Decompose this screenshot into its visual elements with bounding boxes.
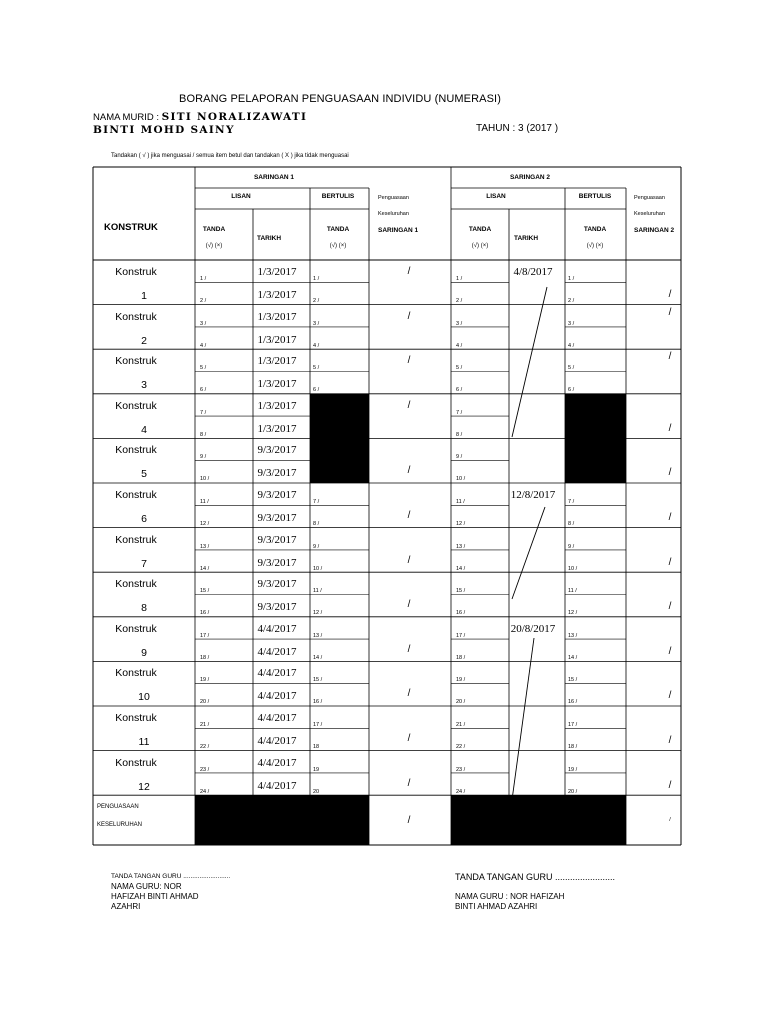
item-mark: 3 / (456, 320, 463, 327)
lisan-header-s2: LISAN (486, 193, 506, 200)
konstruk-label: Konstruk (115, 578, 157, 591)
bertulis-mark: 10 / (568, 565, 578, 572)
tanda-header: TANDA (202, 226, 226, 233)
s1-overall-mark: / (407, 399, 411, 411)
teacher-name-right-2: BINTI AHMAD AZAHRI (455, 902, 538, 911)
bertulis-mark: 13 / (568, 632, 578, 639)
item-mark: 22 / (200, 744, 210, 750)
bertulis-mark: 1 / (313, 276, 320, 282)
keseluruhan-header-s2: Keseluruhan (634, 211, 665, 217)
item-mark: 16 / (456, 610, 466, 617)
student-name-label: NAMA MURID : (93, 112, 159, 123)
teacher-name-left-3: AZAHRI (111, 902, 141, 911)
s1-overall-mark: / (407, 777, 411, 789)
s1-date: 9/3/2017 (257, 512, 297, 524)
bertulis-mark: 4 / (313, 342, 320, 349)
s2-date: 4/8/2017 (513, 266, 553, 278)
s1-date: 4/4/2017 (257, 622, 297, 635)
s2-date: 20/8/2017 (510, 622, 556, 635)
s1-date: 1/3/2017 (257, 422, 297, 435)
bertulis-mark: 9 / (568, 543, 575, 550)
bertulis-mark: 18 (313, 744, 320, 750)
s2-overall-mark: / (668, 306, 672, 318)
tarikh-header: TARIKH (256, 235, 282, 242)
item-mark: 17 / (200, 632, 210, 639)
item-mark: 9 / (200, 454, 207, 461)
s1-date: 4/4/2017 (257, 779, 297, 792)
bertulis-mark: 15 / (313, 677, 323, 684)
teacher-name-right: NAMA GURU : NOR HAFIZAH (455, 892, 565, 901)
bertulis-mark: 2 / (313, 298, 320, 304)
konstruk-label: Konstruk (115, 667, 157, 680)
item-mark: 19 / (200, 677, 210, 684)
s1-date: 1/3/2017 (257, 266, 297, 278)
konstruk-number: 5 (141, 468, 147, 481)
bertulis-mark: 9 / (313, 543, 320, 550)
item-mark: 15 / (200, 588, 210, 595)
item-mark: 1 / (200, 276, 207, 282)
s2-date: 12/8/2017 (510, 489, 556, 501)
item-mark: 4 / (200, 342, 207, 349)
s1-date: 4/4/2017 (257, 667, 297, 680)
bertulis-header-s1: BERTULIS (321, 193, 355, 200)
signature-right (455, 872, 615, 912)
item-mark: 16 / (200, 610, 210, 617)
konstruk-label: Konstruk (115, 622, 157, 635)
bertulis-mark: 5 / (313, 365, 320, 372)
konstruk-number: 11 (138, 736, 150, 748)
konstruk-header: KONSTRUK (104, 222, 158, 233)
s1-date: 1/3/2017 (257, 378, 297, 391)
tanda-marks: (√) (×) (586, 243, 604, 249)
form-title: BORANG PELAPORAN PENGUASAAN INDIVIDU (NUMERASI) (179, 93, 501, 105)
s1-date: 4/4/2017 (257, 645, 297, 658)
footer-penguasaan: PENGUASAAN (97, 804, 139, 811)
s1-date: 9/3/2017 (257, 601, 297, 614)
bertulis-mark: 17 / (568, 722, 578, 728)
student-name-line2: BINTI MOHD SAINY (93, 124, 235, 136)
footer-s2-overall: / (669, 817, 671, 824)
year-label: TAHUN : 3 (2017 ) (476, 123, 559, 134)
tarikh-strike (512, 287, 547, 437)
signature-left (111, 872, 230, 912)
s2-overall-mark: / (668, 467, 672, 479)
s1-overall-mark: / (407, 310, 411, 322)
s1-date: 1/3/2017 (257, 399, 297, 412)
lisan-header-s1: LISAN (231, 193, 251, 200)
s1-overall-mark: / (407, 465, 411, 477)
konstruk-label: Konstruk (115, 355, 157, 368)
item-mark: 5 / (200, 365, 207, 372)
konstruk-label: Konstruk (115, 444, 157, 457)
bertulis-mark: 8 / (568, 521, 575, 527)
s1-date: 9/3/2017 (257, 578, 297, 591)
s1-date: 1/3/2017 (257, 289, 297, 301)
s2-overall-mark: / (668, 556, 672, 568)
bertulis-mark: 3 / (313, 320, 320, 327)
bertulis-mark: 1 / (568, 276, 575, 282)
bertulis-mark: 20 / (568, 788, 578, 795)
item-mark: 2 / (200, 298, 207, 304)
item-mark: 4 / (456, 342, 463, 349)
s1-overall-mark: / (407, 266, 411, 277)
tarikh-header: TARIKH (513, 235, 539, 242)
konstruk-number: 7 (141, 557, 147, 570)
item-mark: 10 / (200, 476, 210, 483)
footer-keseluruhan: KESELURUHAN (97, 822, 143, 829)
s1-date: 4/4/2017 (257, 756, 297, 769)
bertulis-mark: 12 / (568, 610, 578, 617)
konstruk-number: 1 (141, 290, 147, 302)
s1-overall-mark: / (407, 599, 411, 611)
bertulis-mark: 13 / (313, 632, 323, 639)
item-mark: 11 / (456, 499, 465, 505)
s2-overall-mark: / (668, 512, 672, 523)
s2-overall-mark: / (668, 289, 672, 300)
konstruk-label: Konstruk (115, 712, 157, 724)
item-mark: 7 / (200, 409, 207, 416)
item-mark: 24 / (456, 788, 466, 795)
bertulis-mark: 16 / (313, 699, 323, 706)
konstruk-number: 12 (138, 780, 150, 793)
blocked-footer-s1 (195, 795, 369, 845)
item-mark: 14 / (456, 565, 466, 572)
footer-s1-overall: / (407, 815, 411, 827)
item-mark: 24 / (200, 788, 210, 795)
konstruk-number: 3 (141, 379, 147, 392)
konstruk-label: Konstruk (115, 489, 157, 501)
bertulis-mark: 11 / (568, 588, 577, 595)
item-mark: 6 / (456, 387, 463, 394)
item-mark: 13 / (456, 543, 466, 550)
item-mark: 14 / (200, 565, 210, 572)
tanda-marks: (√) (×) (329, 243, 347, 249)
konstruk-label: Konstruk (115, 756, 157, 769)
item-mark: 21 / (456, 722, 466, 728)
instruction-text: Tandakan ( √ ) jika menguasai / semua item betul dan tandakan ( X ) jika tidak menguasai (111, 153, 349, 159)
item-mark: 19 / (456, 677, 466, 684)
s1-date: 4/4/2017 (257, 735, 297, 747)
tarikh-strike (512, 507, 545, 599)
item-mark: 18 / (456, 654, 466, 661)
teacher-name-left: NAMA GURU: NOR (111, 882, 182, 891)
bertulis-mark: 14 / (568, 654, 578, 661)
penguasaan-header-s2: Penguasaan (634, 195, 665, 201)
s1-overall-mark: / (407, 733, 411, 744)
bertulis-mark: 11 / (313, 588, 322, 595)
konstruk-label: Konstruk (115, 266, 157, 278)
bertulis-mark: 19 (313, 766, 320, 773)
s1-date: 9/3/2017 (257, 556, 297, 569)
saringan1-header: SARINGAN 1 (253, 174, 295, 181)
konstruk-number: 2 (141, 334, 147, 347)
student-name-value: SITI NORALIZAWATI (161, 111, 308, 123)
bertulis-mark: 3 / (568, 320, 575, 327)
konstruk-label: Konstruk (115, 310, 157, 323)
s2-overall-mark: / (668, 735, 672, 746)
item-mark: 17 / (456, 632, 466, 639)
bertulis-mark: 17 / (313, 722, 323, 728)
teacher-name-left-2: HAFIZAH BINTI AHMAD (111, 892, 199, 901)
tarikh-strike (512, 638, 534, 800)
item-mark: 1 / (456, 276, 463, 282)
s1-date: 1/3/2017 (257, 310, 297, 323)
s1-date: 9/3/2017 (257, 444, 297, 457)
bertulis-mark: 6 / (568, 387, 575, 394)
bertulis-mark: 4 / (568, 342, 575, 349)
item-mark: 3 / (200, 320, 207, 327)
bertulis-header-s2: BERTULIS (578, 193, 612, 200)
item-mark: 12 / (456, 521, 466, 527)
s1-overall-mark: / (407, 355, 411, 367)
s2-overall-mark: / (668, 779, 672, 791)
s1-date: 9/3/2017 (257, 489, 297, 501)
s2-overall-mark: / (668, 422, 672, 434)
item-mark: 8 / (456, 431, 463, 438)
bertulis-mark: 7 / (313, 499, 320, 505)
item-mark: 20 / (200, 699, 210, 706)
item-mark: 11 / (200, 499, 209, 505)
s1-date: 9/3/2017 (257, 533, 297, 546)
s1-date: 4/4/2017 (257, 690, 297, 703)
s2-overall-mark: / (668, 690, 672, 702)
item-mark: 2 / (456, 298, 463, 304)
s1-overall-mark: / (407, 643, 411, 655)
item-mark: 23 / (200, 766, 210, 773)
item-mark: 23 / (456, 766, 466, 773)
item-mark: 22 / (456, 744, 466, 750)
bertulis-mark: 15 / (568, 677, 578, 684)
saringan1-small: SARINGAN 1 (378, 227, 419, 234)
s1-date: 1/3/2017 (257, 355, 297, 368)
tanda-marks: (√) (×) (471, 243, 489, 249)
s1-overall-mark: / (407, 554, 411, 566)
item-mark: 13 / (200, 543, 210, 550)
konstruk-number: 4 (141, 423, 147, 436)
item-mark: 10 / (456, 476, 466, 483)
tanda-marks: (√) (×) (205, 243, 223, 249)
bertulis-mark: 14 / (313, 654, 323, 661)
blocked-footer-s2 (451, 795, 626, 845)
saringan2-small: SARINGAN 2 (634, 227, 675, 234)
s2-overall-mark: / (668, 601, 672, 613)
item-mark: 9 / (456, 454, 463, 461)
keseluruhan-header-s1: Keseluruhan (378, 211, 409, 217)
tanda-header: TANDA (583, 226, 607, 233)
s1-overall-mark: / (407, 688, 411, 700)
bertulis-mark: 7 / (568, 499, 575, 505)
bertulis-mark: 2 / (568, 298, 575, 304)
bertulis-mark: 8 / (313, 521, 320, 527)
konstruk-label: Konstruk (115, 533, 157, 546)
item-mark: 18 / (200, 654, 210, 661)
bertulis-mark: 12 / (313, 610, 323, 617)
bertulis-mark: 10 / (313, 565, 323, 572)
bertulis-mark: 19 / (568, 766, 578, 773)
bertulis-mark: 18 / (568, 744, 578, 750)
bertulis-mark: 20 (313, 788, 320, 795)
item-mark: 15 / (456, 588, 466, 595)
item-mark: 12 / (200, 521, 210, 527)
s1-date: 4/4/2017 (257, 712, 297, 724)
item-mark: 5 / (456, 365, 463, 372)
tanda-header: TANDA (468, 226, 492, 233)
signature-right-line: TANDA TANGAN GURU ........................ (455, 872, 616, 882)
item-mark: 7 / (456, 409, 463, 416)
item-mark: 6 / (200, 387, 207, 394)
item-mark: 21 / (200, 722, 210, 728)
saringan2-header: SARINGAN 2 (509, 174, 551, 181)
s1-date: 1/3/2017 (257, 333, 297, 346)
konstruk-number: 6 (141, 513, 147, 525)
bertulis-mark: 6 / (313, 387, 320, 394)
konstruk-number: 8 (141, 602, 147, 615)
bertulis-mark: 16 / (568, 699, 578, 706)
item-mark: 20 / (456, 699, 466, 706)
konstruk-number: 9 (141, 646, 147, 659)
s2-overall-mark: / (668, 351, 672, 363)
item-mark: 8 / (200, 431, 207, 438)
s1-date: 9/3/2017 (257, 467, 297, 480)
tanda-header: TANDA (326, 226, 350, 233)
bertulis-mark: 5 / (568, 365, 575, 372)
penguasaan-header-s1: Penguasaan (378, 195, 409, 201)
konstruk-label: Konstruk (115, 399, 157, 412)
s1-overall-mark: / (407, 510, 411, 521)
signature-left-line: TANDA TANGAN GURU .......................... (111, 873, 231, 880)
s2-overall-mark: / (668, 645, 672, 657)
konstruk-number: 10 (138, 691, 150, 704)
